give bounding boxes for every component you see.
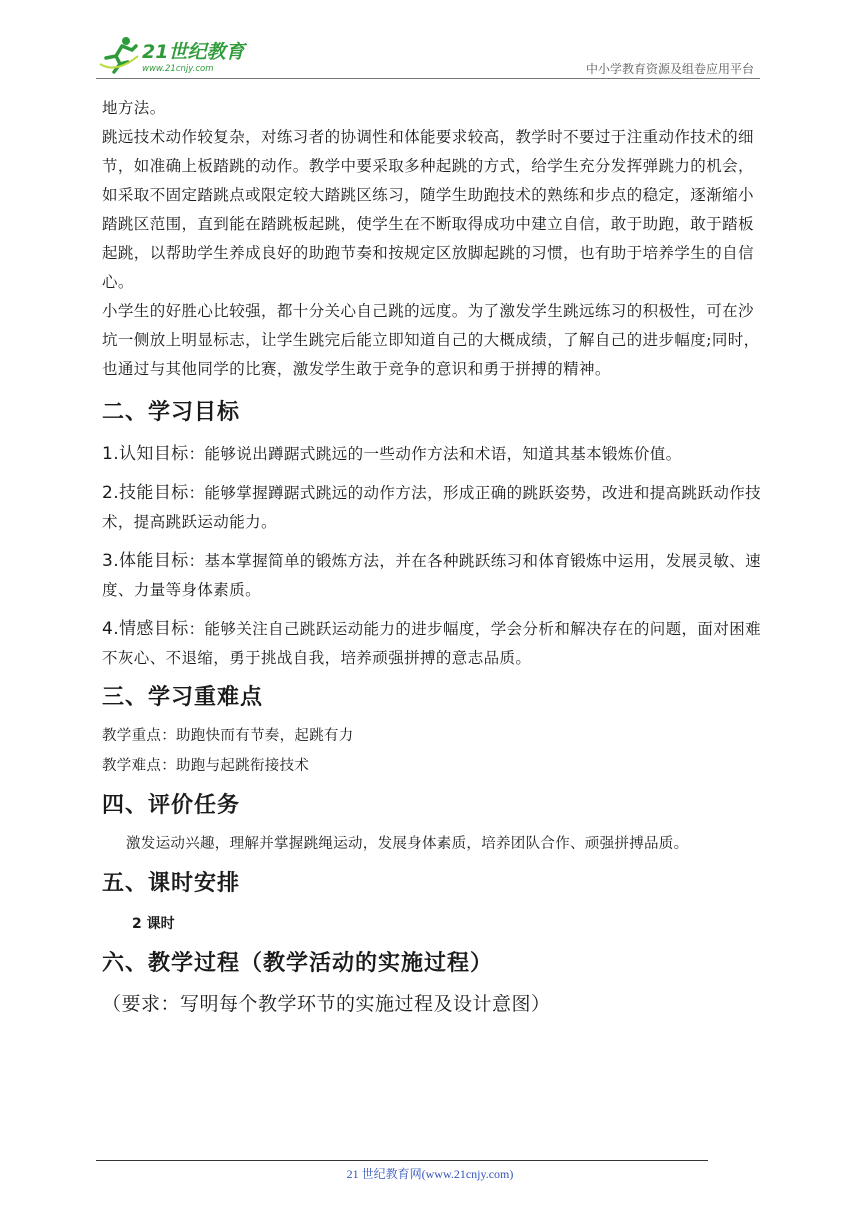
goal-item [102, 547, 762, 605]
goal-label: 2.技能目标 [102, 483, 189, 503]
requirement-note: （要求：写明每个教学环节的实施过程及设计意图） [102, 993, 551, 1015]
header-divider [96, 78, 760, 79]
goal-text: ：能够关注自己跳跃运动能力的进步幅度，学会分析和解决存在的问题，面对困难不灰心、不退缩，勇于挑战自我，培养顽强拼搏的意志品质。 [102, 620, 762, 667]
footer-divider [96, 1160, 708, 1161]
goal-label: 1.认知目标 [102, 444, 189, 464]
evaluation-text: 激发运动兴趣，理解并掌握跳绳运动，发展身体素质，培养团队合作、顽强拼搏品质。 [126, 836, 689, 852]
goal-label: 4.情感目标 [102, 619, 189, 639]
platform-name: 中小学教育资源及组卷应用平台 [585, 62, 754, 76]
runner-icon [100, 37, 138, 72]
goal-label: 3.体能目标 [102, 551, 189, 571]
section-heading: 二、学习目标 [102, 400, 241, 425]
section-heading: 三、学习重难点 [102, 685, 264, 710]
goal-item [102, 615, 762, 673]
goal-item [102, 440, 762, 469]
paragraph: 小学生的好胜心比较强，都十分关心自己跳的远度。为了激发学生跳远练习的积极性，可在沙坑一侧放上明显标志，让学生跳完后能立即知道自己的大概成绩，了解自己的进步幅度;同时，也通过与其他同学的比赛，激发学生敢于竞争的意识和勇于拼搏的精神。 [102, 302, 760, 378]
goal-text: ：能够掌握蹲踞式跳远的动作方法，形成正确的跳跃姿势，改进和提高跳跃动作技术，提高跳跃运动能力。 [102, 484, 762, 531]
paragraph: 跳远技术动作较复杂，对练习者的协调性和体能要求较高，教学时不要过于注重动作技术的细节，如准确上板踏跳的动作。教学中要采取多种起跳的方式，给学生充分发挥弹跳力的机会，如采取不固定踏跳点或限定较大踏跳区练习，随学生助跑技术的熟练和步点的稳定，逐渐缩小踏跳区范围，直到能在踏跳板起跳，使学生在不断取得成功中建立自信，敢于助跑，敢于踏板起跳，以帮助学生养成良好的助跑节奏和按规定区放脚起跳的习惯，也有助于培养学生的自信心。 [102, 128, 754, 291]
section-heading: 四、评价任务 [102, 793, 241, 818]
logo [96, 34, 266, 76]
lesson-hours: 2 课时 [132, 916, 175, 932]
logo-text: 21世纪教育 [142, 41, 245, 63]
page-header [96, 30, 760, 80]
page-footer: 21 世纪教育网(www.21cnjy.com) [346, 1167, 514, 1181]
paragraph: 地方法。 [102, 99, 166, 117]
logo-url: www.21cnjy.com [142, 64, 214, 74]
difficult-point: 教学难点：助跑与起跳衔接技术 [102, 758, 310, 774]
section-heading: 六、教学过程（教学活动的实施过程） [102, 951, 494, 976]
goal-text: ：基本掌握简单的锻炼方法，并在各种跳跃练习和体育锻炼中运用，发展灵敏、速度、力量等身体素质。 [102, 552, 762, 599]
section-heading: 五、课时安排 [102, 871, 241, 896]
key-point: 教学重点：助跑快而有节奏，起跳有力 [102, 728, 354, 744]
document-body [102, 94, 762, 1019]
goal-text: ：能够说出蹲踞式跳远的一些动作方法和术语，知道其基本锻炼价值。 [188, 445, 682, 463]
goal-item [102, 479, 762, 537]
